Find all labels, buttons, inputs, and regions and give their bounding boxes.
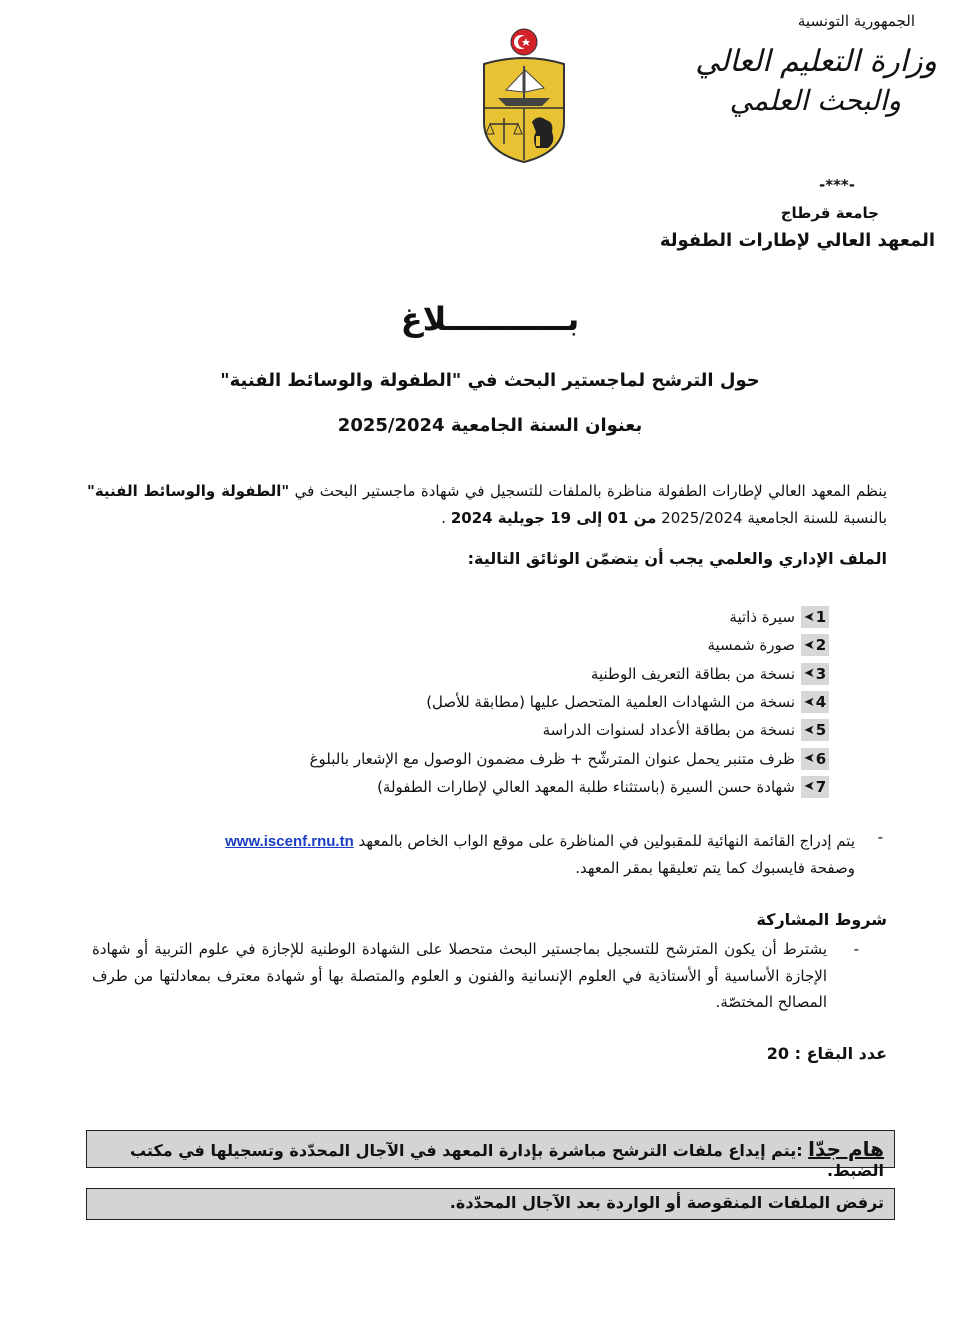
document-item <box>310 744 829 772</box>
arrow-left-icon: ➤ <box>803 666 815 682</box>
document-number <box>801 634 829 656</box>
document-text: ظرف متنبر يحمل عنوان المترشّح + ظرف مضمون الوصول مع الإشعار بالبلوغ <box>309 749 795 768</box>
subject-line-2: بعنوان السنة الجامعية 2025/2024 <box>337 415 643 436</box>
important-label: هام جدّا <box>808 1137 884 1161</box>
tunisia-coat-of-arms-icon <box>478 26 570 164</box>
dossier-title: الملف الإداري والعلمي يجب أن يتضمّن الوثائق التالية: <box>467 549 887 568</box>
ministry-name-line2: والبحث العلمي <box>729 84 901 117</box>
document-number <box>801 748 829 770</box>
publication-text-2: وصفحة فايسبوك كما يتم تعليقها بمقر المعهد. <box>575 859 855 877</box>
places-count: عدد البقاع : 20 <box>766 1044 887 1063</box>
republic-name: الجمهورية التونسية <box>797 12 915 30</box>
document-number <box>801 719 829 741</box>
publication-dash: - <box>877 828 883 846</box>
arrow-left-icon: ➤ <box>803 694 815 710</box>
document-number-value: 5 <box>815 721 827 740</box>
document-item <box>310 716 829 744</box>
subject-line-1: حول الترشح لماجستير البحث في "الطفولة والوسائط الفنية" <box>220 370 760 391</box>
document-text: سيرة ذاتية <box>729 608 795 627</box>
document-number <box>801 776 829 798</box>
website-link[interactable]: www.iscenf.rnu.tn <box>225 833 354 850</box>
rejection-note-box <box>86 1188 895 1220</box>
arrow-left-icon: ➤ <box>803 609 815 625</box>
conditions-dash: - <box>853 940 859 958</box>
intro-text-2: بالنسبة للسنة الجامعية 2025/2024 <box>656 509 887 527</box>
document-item <box>310 603 829 631</box>
document-number <box>801 663 829 685</box>
institute-name: المعهد العالي لإطارات الطفولة <box>659 230 935 251</box>
notice-title: بـــــــــــلاغ <box>400 300 580 338</box>
important-note-box <box>86 1130 895 1180</box>
arrow-left-icon: ➤ <box>803 779 815 795</box>
intro-paragraph <box>87 478 887 532</box>
document-number <box>801 606 829 628</box>
program-name: "الطفولة والوسائط الفنية" <box>87 482 290 500</box>
arrow-left-icon: ➤ <box>803 637 815 653</box>
document-text: صورة شمسية <box>707 636 795 655</box>
conditions-title: شروط المشاركة <box>756 910 887 929</box>
intro-end: . <box>441 509 451 527</box>
important-note <box>87 1137 884 1180</box>
document-text: نسخة من بطاقة الأعداد لسنوات الدراسة <box>542 721 795 740</box>
document-number-value: 6 <box>815 749 827 768</box>
intro-text-1: ينظم المعهد العالي لإطارات الطفولة مناظرة بالملفات للتسجيل في شهادة ماجستير البحث في <box>289 482 887 500</box>
document-text: نسخة من بطاقة التعريف الوطنية <box>590 664 795 683</box>
separator-stars: -***- <box>819 176 855 194</box>
document-item <box>310 660 829 688</box>
rejection-note: ترفض الملفات المنقوصة أو الواردة بعد الآجال المحدّدة. <box>449 1193 884 1212</box>
document-number-value: 7 <box>815 777 827 796</box>
document-number <box>801 691 829 713</box>
ministry-name-line1: وزارة التعليم العالي <box>695 44 937 79</box>
arrow-left-icon: ➤ <box>803 751 815 767</box>
documents-list <box>310 603 829 801</box>
document-number-value: 2 <box>815 636 827 655</box>
document-number-value: 4 <box>815 693 827 712</box>
document-text: نسخة من الشهادات العلمية المتحصل عليها (مطابقة للأصل) <box>426 693 795 712</box>
arrow-left-icon: ➤ <box>803 722 815 738</box>
document-text: شهادة حسن السيرة (باستثناء طلبة المعهد العالي لإطارات الطفولة) <box>377 777 795 796</box>
document-item <box>310 631 829 659</box>
document-item <box>310 688 829 716</box>
publication-note <box>95 828 855 881</box>
conditions-text: يشترط أن يكون المترشح للتسجيل بماجستير البحث متحصلا على الشهادة الوطنية للإجازة في علوم التربية أو شهادة الإجازة الأساسية أو الأستاذية في العلوم الإنسانية والفنون و العلوم والمتصلة بها أو شهادة معترف بمعادلتها من طرف المصالح المختصّة. <box>92 940 827 1011</box>
document-number-value: 1 <box>815 608 827 627</box>
important-text: :يتم إيداع ملفات الترشح مباشرة بإدارة المعهد في الآجال المحدّدة وتسجيلها في مكتب الضبط. <box>129 1141 884 1180</box>
document-number-value: 3 <box>815 664 827 683</box>
registration-dates: من 01 إلى 19 جويلية 2024 <box>450 509 657 527</box>
publication-text-1: يتم إدراج القائمة النهائية للمقبولين في المناظرة على موقع الواب الخاص بالمعهد <box>353 832 855 850</box>
university-name: جامعة قرطاج <box>780 204 879 222</box>
document-item <box>310 773 829 801</box>
